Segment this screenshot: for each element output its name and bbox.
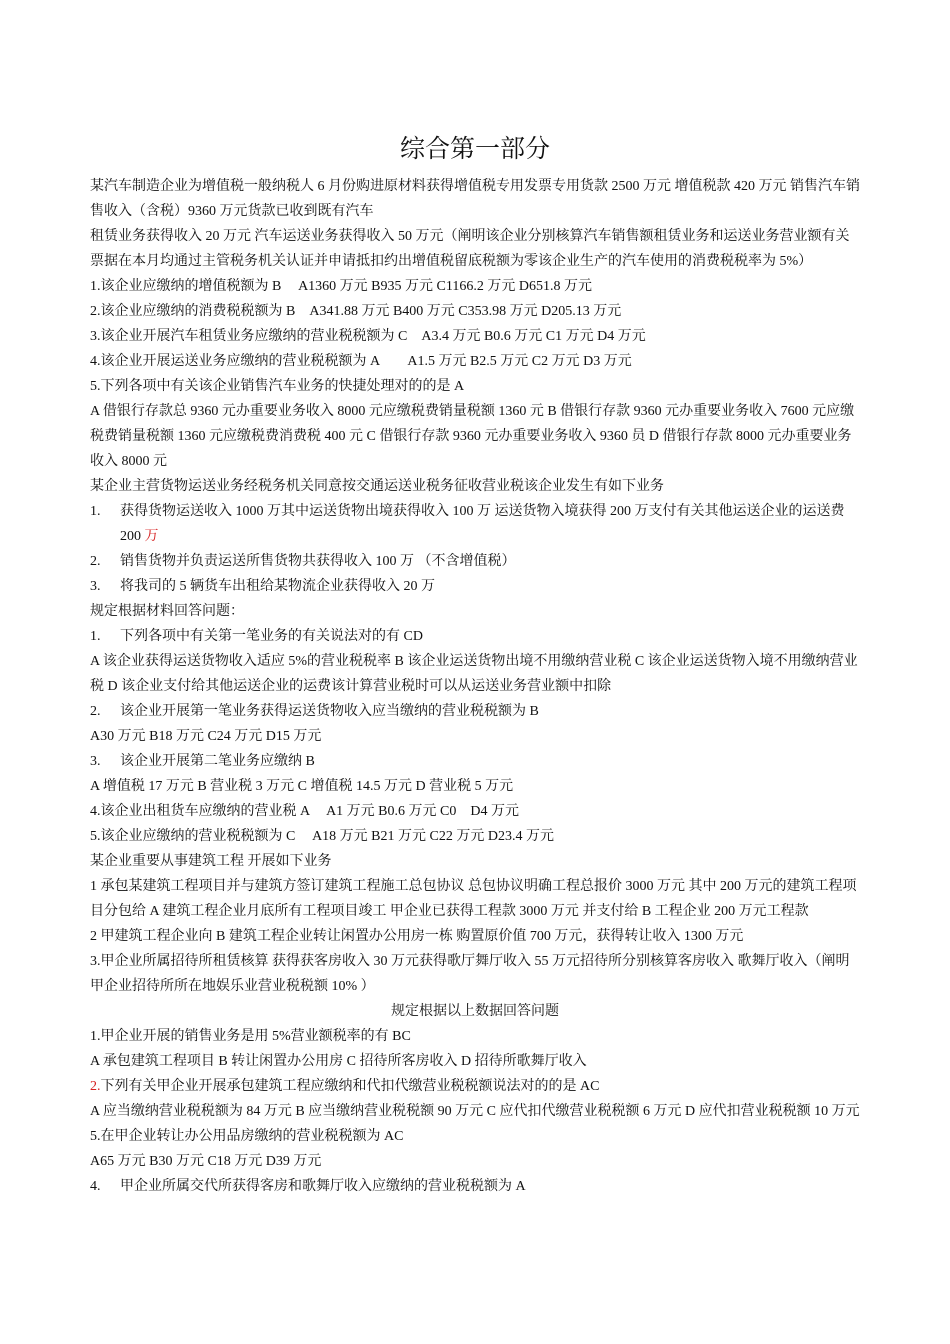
question: 5.在甲企业转让办公用品房缴纳的营业税税额为 AC xyxy=(90,1129,404,1144)
document-page xyxy=(90,130,860,1199)
question: 2.该企业应缴纳的消费税税额为 B A341.88 万元 B400 万元 C353.98 万元 D205.13 万元 xyxy=(90,304,622,319)
list-text: 销售货物并负责运送所售货物共获得收入 100 万 （不含增值税） xyxy=(120,554,516,569)
question xyxy=(90,699,860,724)
question: 5.该企业应缴纳的营业税税额为 C A18 万元 B21 万元 C22 万元 D23.4 万元 xyxy=(90,829,554,844)
list-item xyxy=(90,549,860,574)
answer-options: A 应当缴纳营业税税额为 84 万元 B 应当缴纳营业税税额 90 万元 C 应代扣代缴营业税税额 6 万元 D 应代扣营业税税额 10 万元 xyxy=(90,1104,860,1119)
list-number: 3. xyxy=(90,579,101,594)
question: 2.下列有关甲企业开展承包建筑工程应缴纳和代扣代缴营业税税额说法对的的是 AC xyxy=(90,1079,600,1094)
paragraph: 租赁业务获得收入 20 万元 汽车运送业务获得收入 50 万元（阐明该企业分别核算汽车销售额租赁业务和运送业务营业额有关票据在本月均通过主管税务机关认证并申请抵扣约出增值税留底税额为零该企业生产的汽车使用的消费税税率为 5%） xyxy=(90,229,850,269)
question: 1.甲企业开展的销售业务是用 5%营业额税率的有 BC xyxy=(90,1029,411,1044)
paragraph: 1 承包某建筑工程项目并与建筑方签订建筑工程施工总包协议 总包协议明确工程总报价 3000 万元 其中 200 万元的建筑工程项目分包给 A 建筑工程企业月底所有工程项目竣工 甲企业已获得工程款 3000 万元 并支付给 B 工程企业 200 万元工程款 xyxy=(90,879,857,919)
answer-options: A 该企业获得运送货物收入适应 5%的营业税税率 B 该企业运送货物出境不用缴纳营业税 C 该企业运送货物入境不用缴纳营业税 D 该企业支付给其他运送企业的运费该计算营业税时可以从运送业务营业额中扣除 xyxy=(90,654,858,694)
list-text: 获得货物运送收入 1000 万其中运送货物出境获得收入 100 万 运送货物入境获得 200 万支付有关其他运送企业的运送费 200 万 xyxy=(120,504,845,544)
list-item xyxy=(90,499,860,549)
question xyxy=(90,1174,860,1199)
list-number: 3. xyxy=(90,754,101,769)
question: 1.该企业应缴纳的增值税额为 B A1360 万元 B935 万元 C1166.2 万元 D651.8 万元 xyxy=(90,279,592,294)
list-text: 将我司的 5 辆货车出租给某物流企业获得收入 20 万 xyxy=(120,579,435,594)
question xyxy=(90,749,860,774)
list-number: 2. xyxy=(90,554,101,569)
question: 4.该企业出租货车应缴纳的营业税 A A1 万元 B0.6 万元 C0 D4 万元 xyxy=(90,804,519,819)
answer-options: A65 万元 B30 万元 C18 万元 D39 万元 xyxy=(90,1154,322,1169)
question-number: 2. xyxy=(90,1079,101,1094)
paragraph: 规定根据以上数据回答问题 xyxy=(391,1004,559,1019)
question: 5.下列各项中有关该企业销售汽车业务的快捷处理对的的是 A xyxy=(90,379,465,394)
paragraph: 某企业主营货物运送业务经税务机关同意按交通运送业税务征收营业税该企业发生有如下业务 xyxy=(90,479,664,494)
question: 4.该企业开展运送业务应缴纳的营业税税额为 A A1.5 万元 B2.5 万元 C2 万元 D3 万元 xyxy=(90,354,632,369)
paragraph: 某企业重要从事建筑工程 开展如下业务 xyxy=(90,854,332,869)
highlight-text: 万 xyxy=(144,529,159,544)
list-number: 1. xyxy=(90,504,101,519)
answer-options: A30 万元 B18 万元 C24 万元 D15 万元 xyxy=(90,729,322,744)
list-text: 该企业开展第一笔业务获得运送货物收入应当缴纳的营业税税额为 B xyxy=(120,704,539,719)
question: 3.该企业开展汽车租赁业务应缴纳的营业税税额为 C A3.4 万元 B0.6 万元 C1 万元 D4 万元 xyxy=(90,329,646,344)
paragraph: 规定根据材料回答问题： xyxy=(90,604,244,619)
list-number: 1. xyxy=(90,629,101,644)
paragraph: 3.甲企业所属招待所租赁核算 获得获客房收入 30 万元获得歌厅舞厅收入 55 万元招待所分别核算客房收入 歌舞厅收入（阐明甲企业招待所所在地娱乐业营业税税额 10% ） xyxy=(90,954,850,994)
answer-options: A 增值税 17 万元 B 营业税 3 万元 C 增值税 14.5 万元 D 营业税 5 万元 xyxy=(90,779,514,794)
answer-options: A 承包建筑工程项目 B 转让闲置办公用房 C 招待所客房收入 D 招待所歌舞厅收入 xyxy=(90,1054,587,1069)
list-number: 2. xyxy=(90,704,101,719)
list-text: 该企业开展第二笔业务应缴纳 B xyxy=(120,754,315,769)
list-item xyxy=(90,574,860,599)
question xyxy=(90,624,860,649)
paragraph: 2 甲建筑工程企业向 B 建筑工程企业转让闲置办公用房一栋 购置原价值 700 万元，获得转让收入 1300 万元 xyxy=(90,929,744,944)
paragraph: 某汽车制造企业为增值税一般纳税人 6 月份购进原材料获得增值税专用发票专用货款 2500 万元 增值税款 420 万元 销售汽车销售收入（含税）9360 万元货款已收到既有汽车 xyxy=(90,179,860,219)
page-title: 综合第一部分 xyxy=(399,136,550,163)
list-text: 下列各项中有关第一笔业务的有关说法对的有 CD xyxy=(120,629,423,644)
list-text: 甲企业所属交代所获得客房和歌舞厅收入应缴纳的营业税税额为 A xyxy=(120,1179,526,1194)
list-number: 4. xyxy=(90,1179,101,1194)
answer-options: A 借银行存款总 9360 元办重要业务收入 8000 元应缴税费销量税额 1360 元 B 借银行存款 9360 元办重要业务收入 7600 元应缴税费销量税额 1360 元应缴税费消费税 400 元 C 借银行存款 9360 元办重要业务收入 9360 员 D 借银行存款 8000 元办重要业务收入 8000 元 xyxy=(90,404,855,469)
